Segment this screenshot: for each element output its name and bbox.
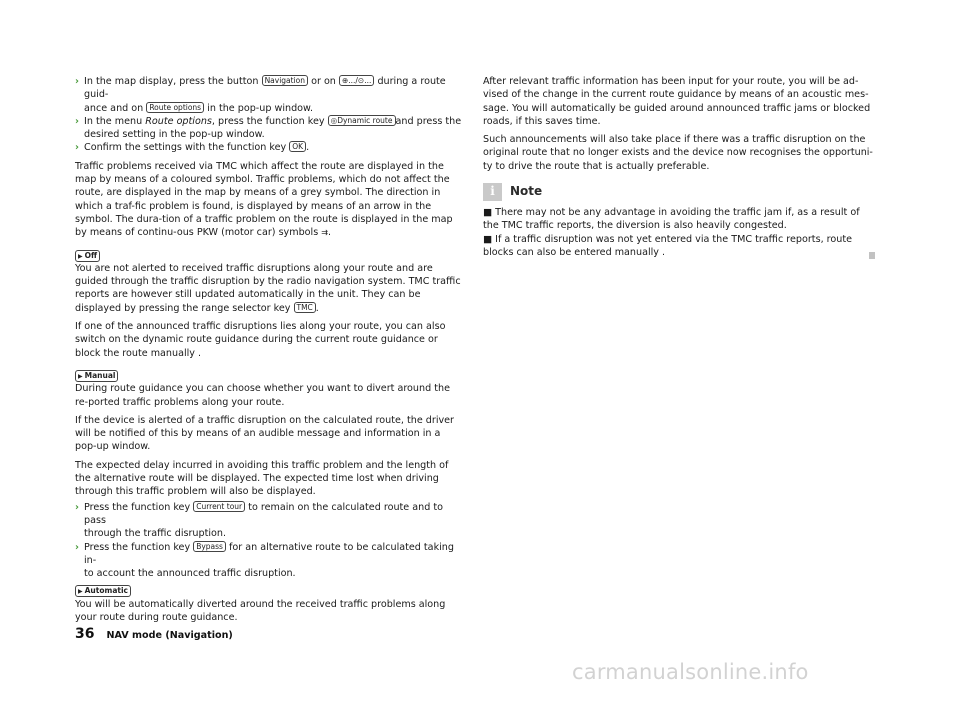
dynamic-guidance-paragraph: If one of the announced traffic disruptions lies along your route, you can also switch on the dynamic route guidance during the current route guidance or block the route manually . <box>75 321 446 359</box>
watermark: carmanualsonline.info <box>572 660 809 684</box>
step-arrow-icon: › <box>75 541 79 553</box>
play-icon: ▶ <box>78 372 83 380</box>
alert-paragraph: If the device is alerted of a traffic disruption on the calculated route, the driver will be notified of this by means of an audible message and information in a pop-up window. <box>75 414 455 453</box>
mode-manual-label: ▶ Manual <box>75 365 462 382</box>
dynamic-route-key: ◎Dynamic route <box>328 115 396 126</box>
step-arrow-icon: › <box>75 501 79 513</box>
note-title: Note <box>510 184 543 199</box>
announcements-paragraph: Such announcements will also take place if there was a traffic disruption on the original route that no longer exists and the device now recognises the opportuni-ty to drive the route that is actually preferable. <box>483 134 873 172</box>
left-column <box>75 75 462 629</box>
step-arrow-icon: › <box>75 142 79 154</box>
ok-key: OK <box>289 141 306 152</box>
delay-paragraph: The expected delay incurred in avoiding this traffic problem and the length of the alternative route will be displayed. The expected time lost when driving through this traffic problem will also be displayed. <box>75 459 449 498</box>
current-tour-key: Current tour <box>193 501 245 512</box>
step-route-options: › In the menu Route options, press the function key ◎Dynamic route and press the desired setting in the pop-up window. <box>75 115 462 141</box>
bypass-key: Bypass <box>193 541 226 552</box>
manual-paragraph: During route guidance you can choose whether you want to divert around the re-ported traffic problems along your route. <box>75 383 450 408</box>
right-column <box>483 75 875 259</box>
mode-automatic-label: ▶ Automatic <box>75 580 462 597</box>
step-confirm: › Confirm the settings with the function key OK . <box>75 142 310 154</box>
mode-off-label: ▶ Off <box>75 245 462 262</box>
map-key: ⊕.../⊙... <box>339 75 374 86</box>
step-navigation: › In the map display, press the button Navigation or on ⊕.../⊙... during a route guid- ance and on Route options in the pop-up window. <box>75 76 446 114</box>
traffic-symbols-paragraph: Traffic problems received via TMC which affect the route are displayed in the map by means of a coloured symbol. Traffic problems, which do not affect the route, are displayed in the map by means of a grey symbol. The direction in which a traf-fic problem is found, is displayed by means of an arrow in the symbol. The dura-tion of a traffic problem on the route is displayed in the map by means of continu-ous PKW (motor car) symbols ⇉. <box>75 160 453 239</box>
navigation-key: Navigation <box>262 75 308 86</box>
play-icon: ▶ <box>78 252 83 260</box>
play-icon: ▶ <box>78 588 83 596</box>
step-arrow-icon: › <box>75 115 79 127</box>
page-footer <box>75 628 233 642</box>
route-options-key: Route options <box>146 102 204 113</box>
off-paragraph: You are not alerted to received traffic disruptions along your route and are guided through the traffic disruption by the radio navigation system. TMC traffic reports are however still updated automatically in the unit. They can be displayed by pressing the range selector key TMC . <box>75 262 461 314</box>
section-title: NAV mode (Navigation) <box>106 630 233 641</box>
tmc-key: TMC <box>294 302 316 313</box>
section-end-marker <box>869 252 875 259</box>
note-bullet: ■ If a traffic disruption was not yet entered via the TMC traffic reports, route blocks can also be entered manually . <box>483 233 853 258</box>
step-arrow-icon: › <box>75 76 79 87</box>
note-bullet: ■ There may not be any advantage in avoiding the traffic jam if, as a result of the TMC traffic reports, the diversion is also heavily congested. <box>483 207 860 232</box>
note-header <box>483 183 875 201</box>
page-number: 36 <box>75 626 95 642</box>
car-symbol-icon: ⇉ <box>321 228 328 238</box>
info-icon: i <box>483 183 502 201</box>
step-bypass: › Press the function key Bypass for an alternative route to be calculated taking in- to account the announced traffic disruption. <box>75 541 454 580</box>
step-current-tour: › Press the function key Current tour to remain on the calculated route and to pass through the traffic disruption. <box>75 501 443 540</box>
advised-paragraph: After relevant traffic information has been input for your route, you will be ad-vised of the change in the current route guidance by means of an acoustic mes-sage. You will automatically be guided around announced traffic jams or blocked roads, if this saves time. <box>483 76 871 127</box>
automatic-paragraph: You will be automatically diverted around the received traffic problems along your route during route guidance. <box>75 598 446 623</box>
